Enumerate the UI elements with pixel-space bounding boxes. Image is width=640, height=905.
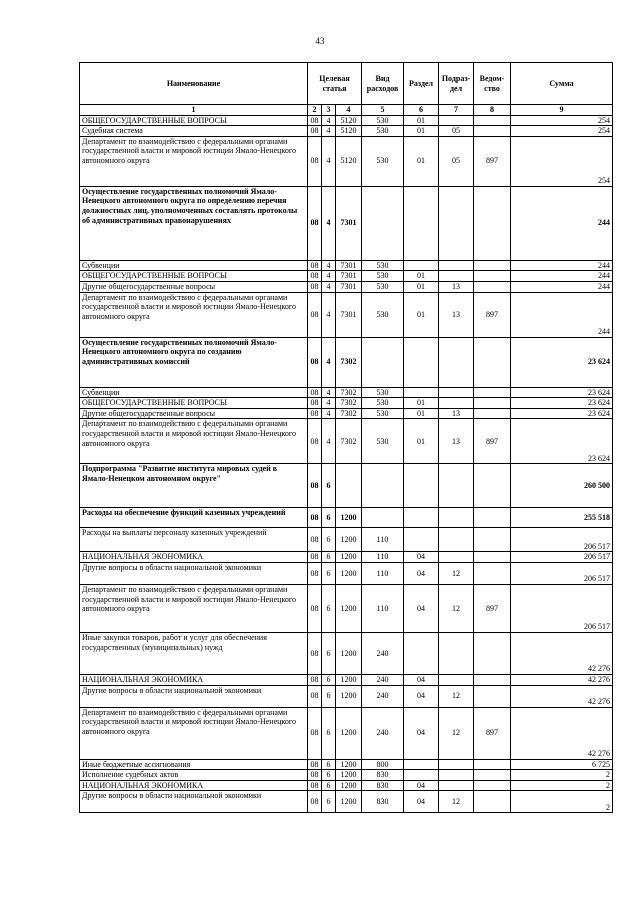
department-code: [474, 115, 511, 126]
header-section: Раздел: [404, 63, 439, 105]
index-cell: 1: [80, 105, 308, 116]
target-code-3: 7301: [336, 186, 362, 260]
target-code-3: 1200: [336, 562, 362, 584]
subsection-code: [439, 387, 474, 398]
sum-value: 23 624: [511, 408, 613, 419]
target-code-2: 4: [322, 126, 336, 137]
section-code: 01: [404, 115, 439, 126]
target-code-3: 7302: [336, 387, 362, 398]
target-code-1: 08: [308, 186, 322, 260]
target-code-3: 1200: [336, 770, 362, 781]
target-code-3: 1200: [336, 685, 362, 707]
sum-value: 260 500: [511, 464, 613, 508]
target-code-3: 5120: [336, 136, 362, 186]
subsection-code: 05: [439, 126, 474, 137]
section-code: 01: [404, 281, 439, 292]
subsection-code: [439, 398, 474, 409]
table-row: [80, 632, 613, 674]
department-code: [474, 387, 511, 398]
row-name: Подпрограмма "Развитие института мировых судей в Ямало-Ненецком автономном округе": [80, 464, 308, 508]
target-code-2: 6: [322, 528, 336, 552]
target-code-1: 08: [308, 271, 322, 282]
index-cell: 3: [322, 105, 336, 116]
section-code: [404, 260, 439, 271]
subsection-code: [439, 759, 474, 770]
table-row: [80, 408, 613, 419]
table-row: [80, 271, 613, 282]
subsection-code: [439, 674, 474, 685]
row-name: Другие вопросы в области национальной экономики: [80, 791, 308, 813]
sum-value: 244: [511, 281, 613, 292]
target-code-2: 6: [322, 552, 336, 563]
section-code: 04: [404, 674, 439, 685]
row-name: Другие вопросы в области национальной экономики: [80, 685, 308, 707]
expense-type: 110: [362, 528, 404, 552]
row-name: НАЦИОНАЛЬНАЯ ЭКОНОМИКА: [80, 552, 308, 563]
sum-value: 206 517: [511, 562, 613, 584]
table-row: [80, 464, 613, 508]
table-row: [80, 791, 613, 813]
section-code: 01: [404, 408, 439, 419]
sum-value: 254: [511, 115, 613, 126]
table-row: [80, 584, 613, 632]
target-code-1: 08: [308, 508, 322, 528]
target-code-2: 6: [322, 791, 336, 813]
expense-type: 240: [362, 685, 404, 707]
index-cell: 5: [362, 105, 404, 116]
section-code: 04: [404, 791, 439, 813]
expense-type: 530: [362, 281, 404, 292]
sum-value: 2: [511, 791, 613, 813]
target-code-1: 08: [308, 292, 322, 337]
sum-value: 255 518: [511, 508, 613, 528]
target-code-3: 7301: [336, 292, 362, 337]
row-name: Другие общегосударственные вопросы: [80, 281, 308, 292]
subsection-code: [439, 528, 474, 552]
subsection-code: 13: [439, 292, 474, 337]
expense-type: 830: [362, 780, 404, 791]
header-expense-type: Вид расходов: [362, 63, 404, 105]
target-code-3: 1200: [336, 791, 362, 813]
subsection-code: 12: [439, 584, 474, 632]
target-code-1: 08: [308, 419, 322, 464]
subsection-code: [439, 337, 474, 387]
expense-type: 530: [362, 271, 404, 282]
subsection-code: 05: [439, 136, 474, 186]
table-body: [80, 115, 613, 813]
target-code-3: 7302: [336, 419, 362, 464]
expense-type: [362, 508, 404, 528]
target-code-3: 1200: [336, 707, 362, 759]
target-code-2: 6: [322, 632, 336, 674]
expense-type: [362, 337, 404, 387]
subsection-code: [439, 508, 474, 528]
target-code-1: 08: [308, 136, 322, 186]
target-code-2: 6: [322, 707, 336, 759]
row-name: Другие вопросы в области национальной экономики: [80, 562, 308, 584]
target-code-3: 1200: [336, 674, 362, 685]
table-row: [80, 685, 613, 707]
subsection-code: [439, 464, 474, 508]
department-code: [474, 281, 511, 292]
target-code-2: 4: [322, 186, 336, 260]
table-row: [80, 186, 613, 260]
department-code: 897: [474, 584, 511, 632]
expense-type: 530: [362, 419, 404, 464]
row-name: ОБЩЕГОСУДАРСТВЕННЫЕ ВОПРОСЫ: [80, 271, 308, 282]
target-code-1: 08: [308, 584, 322, 632]
target-code-2: 4: [322, 408, 336, 419]
sum-value: 2: [511, 780, 613, 791]
table-row: [80, 562, 613, 584]
department-code: [474, 528, 511, 552]
target-code-3: 7301: [336, 271, 362, 282]
expense-type: 110: [362, 552, 404, 563]
sum-value: 23 624: [511, 419, 613, 464]
target-code-2: 4: [322, 281, 336, 292]
target-code-1: 08: [308, 632, 322, 674]
table-row: [80, 528, 613, 552]
target-code-3: 5120: [336, 126, 362, 137]
subsection-code: 12: [439, 685, 474, 707]
sum-value: 23 624: [511, 398, 613, 409]
section-code: 04: [404, 685, 439, 707]
target-code-1: 08: [308, 464, 322, 508]
target-code-1: 08: [308, 126, 322, 137]
department-code: [474, 260, 511, 271]
target-code-2: 4: [322, 337, 336, 387]
target-code-2: 4: [322, 136, 336, 186]
table-row: [80, 260, 613, 271]
table-row: [80, 770, 613, 781]
row-name: Расходы на выплаты персоналу казенных учреждений: [80, 528, 308, 552]
department-code: [474, 337, 511, 387]
department-code: [474, 186, 511, 260]
target-code-3: 7301: [336, 281, 362, 292]
target-code-2: 6: [322, 685, 336, 707]
target-code-3: 1200: [336, 508, 362, 528]
sum-value: 42 276: [511, 674, 613, 685]
expense-type: 800: [362, 759, 404, 770]
target-code-1: 08: [308, 260, 322, 271]
subsection-code: 12: [439, 707, 474, 759]
department-code: [474, 780, 511, 791]
department-code: [474, 562, 511, 584]
sum-value: 23 624: [511, 337, 613, 387]
header-name: Наименование: [80, 63, 308, 105]
target-code-3: 1200: [336, 632, 362, 674]
expense-type: 830: [362, 770, 404, 781]
department-code: [474, 464, 511, 508]
table-row: [80, 337, 613, 387]
row-name: Осуществление государственных полномочий Ямало-Ненецкого автономного округа по созданию административных комиссий: [80, 337, 308, 387]
target-code-2: 4: [322, 260, 336, 271]
subsection-code: [439, 186, 474, 260]
subsection-code: [439, 552, 474, 563]
subsection-code: 12: [439, 791, 474, 813]
target-code-1: 08: [308, 115, 322, 126]
sum-value: 206 517: [511, 528, 613, 552]
section-code: [404, 770, 439, 781]
target-code-1: 08: [308, 552, 322, 563]
expense-type: 530: [362, 408, 404, 419]
target-code-3: 1200: [336, 528, 362, 552]
department-code: [474, 398, 511, 409]
target-code-2: 4: [322, 271, 336, 282]
target-code-2: 4: [322, 292, 336, 337]
header-department: Ведом-ство: [474, 63, 511, 105]
target-code-2: 6: [322, 770, 336, 781]
target-code-1: 08: [308, 337, 322, 387]
table-row: [80, 387, 613, 398]
section-code: [404, 337, 439, 387]
expense-type: 530: [362, 387, 404, 398]
budget-table: [79, 62, 613, 813]
expense-type: 530: [362, 398, 404, 409]
target-code-1: 08: [308, 281, 322, 292]
subsection-code: [439, 260, 474, 271]
expense-type: 830: [362, 791, 404, 813]
department-code: [474, 770, 511, 781]
department-code: [474, 759, 511, 770]
table-row: [80, 552, 613, 563]
target-code-3: 1200: [336, 584, 362, 632]
department-code: 897: [474, 292, 511, 337]
row-name: ОБЩЕГОСУДАРСТВЕННЫЕ ВОПРОСЫ: [80, 115, 308, 126]
table-row: [80, 398, 613, 409]
section-code: 01: [404, 126, 439, 137]
department-code: [474, 408, 511, 419]
section-code: 01: [404, 136, 439, 186]
section-code: [404, 387, 439, 398]
subsection-code: [439, 770, 474, 781]
department-code: [474, 791, 511, 813]
page-number: 43: [315, 36, 325, 46]
row-name: Другие общегосударственные вопросы: [80, 408, 308, 419]
department-code: [474, 508, 511, 528]
table-row: [80, 419, 613, 464]
target-code-1: 08: [308, 408, 322, 419]
sum-value: 206 517: [511, 584, 613, 632]
expense-type: 530: [362, 126, 404, 137]
target-code-2: 6: [322, 759, 336, 770]
department-code: 897: [474, 707, 511, 759]
sum-value: 42 276: [511, 707, 613, 759]
sum-value: 244: [511, 260, 613, 271]
section-code: 01: [404, 419, 439, 464]
target-code-2: 4: [322, 419, 336, 464]
header-target: Целевая статья: [308, 63, 362, 105]
table-row: [80, 126, 613, 137]
target-code-1: 08: [308, 674, 322, 685]
sum-value: 42 276: [511, 685, 613, 707]
table-row: [80, 780, 613, 791]
expense-type: 110: [362, 584, 404, 632]
section-code: [404, 464, 439, 508]
header-sum: Сумма: [511, 63, 613, 105]
target-code-3: 7302: [336, 408, 362, 419]
section-code: 01: [404, 271, 439, 282]
row-name: Иные бюджетные ассигнования: [80, 759, 308, 770]
table-row: [80, 281, 613, 292]
expense-type: 530: [362, 115, 404, 126]
target-code-2: 6: [322, 584, 336, 632]
row-name: Департамент по взаимодействию с федеральными органами государственной власти и мировой юстиции Ямало-Ненецкого автономного округа: [80, 584, 308, 632]
table-row: [80, 136, 613, 186]
subsection-code: [439, 271, 474, 282]
target-code-2: 4: [322, 387, 336, 398]
sum-value: 2: [511, 770, 613, 781]
department-code: [474, 632, 511, 674]
row-name: Судебная система: [80, 126, 308, 137]
expense-type: 530: [362, 292, 404, 337]
sum-value: 254: [511, 136, 613, 186]
expense-type: [362, 186, 404, 260]
expense-type: 530: [362, 260, 404, 271]
target-code-1: 08: [308, 770, 322, 781]
sum-value: 244: [511, 292, 613, 337]
section-code: 01: [404, 292, 439, 337]
target-code-3: 5120: [336, 115, 362, 126]
expense-type: 110: [362, 562, 404, 584]
target-code-3: 1200: [336, 552, 362, 563]
subsection-code: 13: [439, 408, 474, 419]
row-name: НАЦИОНАЛЬНАЯ ЭКОНОМИКА: [80, 780, 308, 791]
target-code-1: 08: [308, 685, 322, 707]
row-name: ОБЩЕГОСУДАРСТВЕННЫЕ ВОПРОСЫ: [80, 398, 308, 409]
row-name: Исполнение судебных актов: [80, 770, 308, 781]
sum-value: 244: [511, 271, 613, 282]
sum-value: 254: [511, 126, 613, 137]
index-cell: 8: [474, 105, 511, 116]
section-code: 04: [404, 562, 439, 584]
target-code-2: 4: [322, 115, 336, 126]
row-name: Осуществление государственных полномочий Ямало-Ненецкого автономного округа по определению перечня должностных лиц, уполномоченных составлять протоколы об административных правонарушениях: [80, 186, 308, 260]
target-code-1: 08: [308, 780, 322, 791]
row-name: Департамент по взаимодействию с федеральными органами государственной власти и мировой юстиции Ямало-Ненецкого автономного округа: [80, 292, 308, 337]
table-row: [80, 115, 613, 126]
target-code-3: 7302: [336, 398, 362, 409]
target-code-3: 7301: [336, 260, 362, 271]
subsection-code: [439, 632, 474, 674]
target-code-1: 08: [308, 387, 322, 398]
sum-value: 6 725: [511, 759, 613, 770]
section-code: 04: [404, 584, 439, 632]
target-code-3: [336, 464, 362, 508]
department-code: [474, 271, 511, 282]
expense-type: 240: [362, 707, 404, 759]
target-code-2: 4: [322, 398, 336, 409]
index-cell: 9: [511, 105, 613, 116]
row-name: Субвенции: [80, 260, 308, 271]
row-name: Субвенции: [80, 387, 308, 398]
target-code-3: 1200: [336, 780, 362, 791]
section-code: [404, 632, 439, 674]
table-row: [80, 508, 613, 528]
subsection-code: 12: [439, 562, 474, 584]
sum-value: 206 517: [511, 552, 613, 563]
row-name: НАЦИОНАЛЬНАЯ ЭКОНОМИКА: [80, 674, 308, 685]
expense-type: [362, 464, 404, 508]
expense-type: 240: [362, 632, 404, 674]
index-cell: 2: [308, 105, 322, 116]
sum-value: 23 624: [511, 387, 613, 398]
target-code-1: 08: [308, 562, 322, 584]
section-code: 04: [404, 707, 439, 759]
expense-type: 530: [362, 136, 404, 186]
section-code: [404, 186, 439, 260]
expense-type: 240: [362, 674, 404, 685]
department-code: [474, 674, 511, 685]
department-code: [474, 552, 511, 563]
department-code: [474, 126, 511, 137]
index-row: [80, 105, 613, 116]
target-code-2: 6: [322, 674, 336, 685]
target-code-1: 08: [308, 528, 322, 552]
table-row: [80, 759, 613, 770]
row-name: Расходы на обеспечение функций казенных учреждений: [80, 508, 308, 528]
index-cell: 7: [439, 105, 474, 116]
section-code: 01: [404, 398, 439, 409]
target-code-2: 6: [322, 464, 336, 508]
sum-value: 244: [511, 186, 613, 260]
target-code-3: 1200: [336, 759, 362, 770]
header-subsection: Подраз-дел: [439, 63, 474, 105]
department-code: 897: [474, 419, 511, 464]
row-name: Департамент по взаимодействию с федеральными органами государственной власти и мировой юстиции Ямало-Ненецкого автономного округа: [80, 136, 308, 186]
row-name: Департамент по взаимодействию с федеральными органами государственной власти и мировой юстиции Ямало-Ненецкого автономного округа: [80, 707, 308, 759]
section-code: [404, 528, 439, 552]
table-row: [80, 674, 613, 685]
target-code-2: 6: [322, 562, 336, 584]
row-name: Департамент по взаимодействию с федеральными органами государственной власти и мировой юстиции Ямало-Ненецкого автономного округа: [80, 419, 308, 464]
table-row: [80, 292, 613, 337]
index-cell: 4: [336, 105, 362, 116]
target-code-1: 08: [308, 707, 322, 759]
department-code: 897: [474, 136, 511, 186]
section-code: [404, 508, 439, 528]
subsection-code: [439, 780, 474, 791]
target-code-1: 08: [308, 398, 322, 409]
target-code-2: 6: [322, 780, 336, 791]
target-code-1: 08: [308, 791, 322, 813]
sum-value: 42 276: [511, 632, 613, 674]
table-row: [80, 707, 613, 759]
target-code-3: 7302: [336, 337, 362, 387]
index-cell: 6: [404, 105, 439, 116]
department-code: [474, 685, 511, 707]
section-code: 04: [404, 552, 439, 563]
subsection-code: 13: [439, 419, 474, 464]
row-name: Иные закупки товаров, работ и услуг для обеспечения государственных (муниципальных) нужд: [80, 632, 308, 674]
section-code: [404, 759, 439, 770]
subsection-code: [439, 115, 474, 126]
target-code-2: 6: [322, 508, 336, 528]
target-code-1: 08: [308, 759, 322, 770]
section-code: 04: [404, 780, 439, 791]
subsection-code: 13: [439, 281, 474, 292]
